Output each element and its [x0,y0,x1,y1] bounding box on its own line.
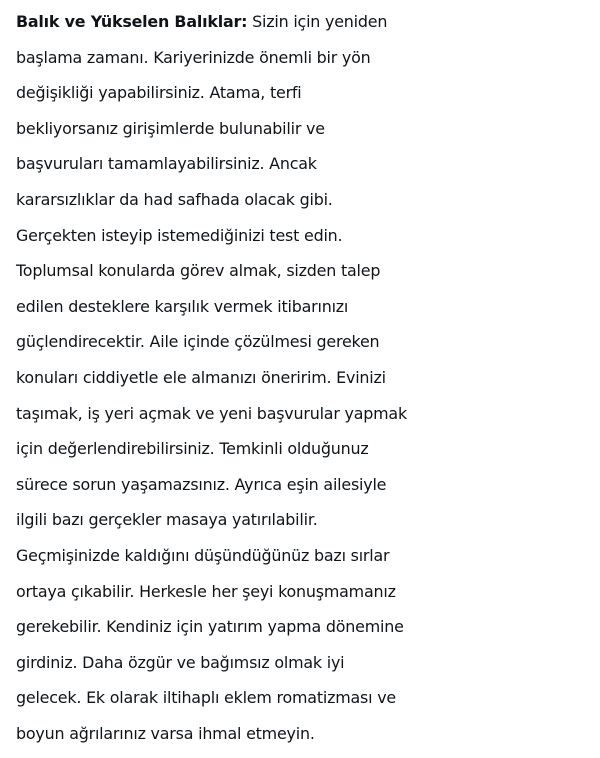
post-line: Toplumsal konularda görev almak, sizden talep [16,261,381,281]
post-line: ilgili bazı gerçekler masaya yatırılabilir. [16,510,318,530]
post-line: konuları ciddiyetle ele almanızı öneririm. Evinizi [16,367,386,387]
post-heading: Balık ve Yükselen Balıklar: [16,12,248,31]
post-line: başlama zamanı. Kariyerinizde önemli bir yön [16,47,371,67]
post-line: güçlendirecektir. Aile içinde çözülmesi gereken [16,332,380,352]
post-line: kararsızlıklar da had safhada olacak gibi. [16,189,333,209]
post-line [16,4,586,40]
post-line: Geçmişinizde kaldığını düşündüğünüz bazı sırlar [16,545,390,565]
post-line: gerekebilir. Kendiniz için yatırım yapma dönemine [16,617,404,637]
post-line: sürece sorun yaşamazsınız. Ayrıca eşin ailesiyle [16,474,387,494]
post-line: değişikliği yapabilirsiniz. Atama, terfi [16,83,302,103]
post-text [16,4,586,751]
post-line: girdiniz. Daha özgür ve bağımsız olmak iyi [16,652,345,672]
post-line: gelecek. Ek olarak iltihaplı eklem romatizması ve [16,688,396,708]
post-line-text: Sizin için yeniden [247,12,388,31]
post-line: boyun ağrılarınız varsa ihmal etmeyin. [16,723,315,743]
post-line: Gerçekten isteyip istemediğinizi test edin. [16,225,343,245]
post-line: için değerlendirebilirsiniz. Temkinli olduğunuz [16,439,369,459]
post-line: taşımak, iş yeri açmak ve yeni başvurular yapmak [16,403,407,423]
post-line: edilen desteklere karşılık vermek itibarınızı [16,296,349,316]
post-line: bekliyorsanız girişimlerde bulunabilir ve [16,118,325,138]
post-line: ortaya çıkabilir. Herkesle her şeyi konuşmamanız [16,581,396,601]
post-line: başvuruları tamamlayabilirsiniz. Ancak [16,154,317,174]
